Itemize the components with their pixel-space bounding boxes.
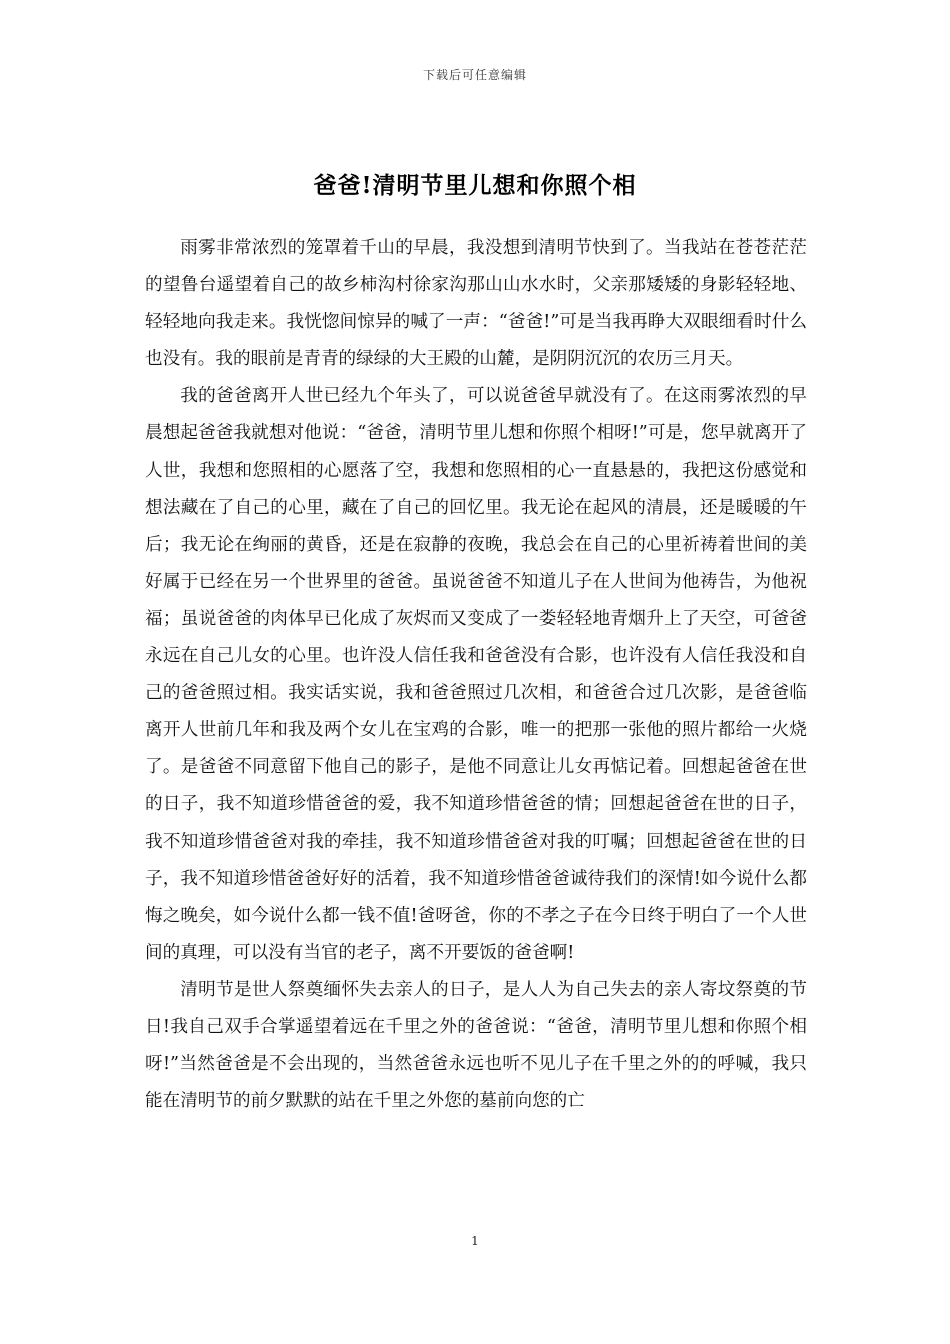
header-note: 下载后可任意编辑 [422, 68, 527, 82]
paragraph-3: 清明节是世人祭奠缅怀失去亲人的日子，是人人为自己失去的亲人寄坟祭奠的节日!我自己双手合掌遥望着远在千里之外的爸爸说：“爸爸，清明节里儿想和你照个相呀!”当然爸爸是不会出现的，当然爸爸永远也听不见儿子在千里之外的的呼喊，我只能在清明节的前夕默默的站在千里之外您的墓前向您的亡 [145, 979, 807, 1112]
article-body [145, 230, 807, 1120]
paragraph-2: 我的爸爸离开人世已经九个年头了，可以说爸爸早就没有了。在这雨雾浓烈的早晨想起爸爸我就想对他说：“爸爸，清明节里儿想和你照个相呀!”可是，您早就离开了人世，我想和您照相的心愿落了空，我想和您照相的心一直悬悬的，我把这份感觉和想法藏在了自己的心里，藏在了自己的回忆里。我无论在起风的清晨，还是暖暖的午后；我无论在绚丽的黄昏，还是在寂静的夜晚，我总会在自己的心里祈祷着世间的美好属于已经在另一个世界里的爸爸。虽说爸爸不知道儿子在人世间为他祷告，为他祝福；虽说爸爸的肉体早已化成了灰烬而又变成了一娄轻轻地青烟升上了天空，可爸爸永远在自己儿女的心里。也许没人信任我和爸爸没有合影，也许没有人信任我没和自己的爸爸照过相。我实话实说，我和爸爸照过几次相，和爸爸合过几次影，是爸爸临离开人世前几年和我及两个女儿在宝鸡的合影，唯一的把那一张他的照片都给一火烧了。是爸爸不同意留下他自己的影子，是他不同意让儿女再惦记着。回想起爸爸在世的日子，我不知道珍惜爸爸的爱，我不知道珍惜爸爸的情；回想起爸爸在世的日子，我不知道珍惜爸爸对我的牵挂，我不知道珍惜爸爸对我的叮嘱；回想起爸爸在世的日子，我不知道珍惜爸爸好好的活着，我不知道珍惜爸爸诚待我们的深情!如今说什么都悔之晚矣，如今说什么都一钱不值!爸呀爸，你的不孝之子在今日终于明白了一个人世间的真理，可以没有当官的老子，离不开要饭的爸爸啊! [145, 386, 807, 963]
page-number: 1 [471, 1234, 479, 1248]
paragraph-1: 雨雾非常浓烈的笼罩着千山的早晨，我没想到清明节快到了。当我站在苍苍茫茫的望鲁台遥望着自己的故乡柿沟村徐家沟那山山水水时，父亲那矮矮的身影轻轻地、轻轻地向我走来。我恍惚间惊异的喊了一声：“爸爸!”可是当我再睁大双眼细看时什么也没有。我的眼前是青青的绿绿的大王殿的山麓，是阴阴沉沉的农历三月天。 [145, 238, 807, 370]
page-title: 爸爸!清明节里儿想和你照个相 [313, 172, 637, 200]
